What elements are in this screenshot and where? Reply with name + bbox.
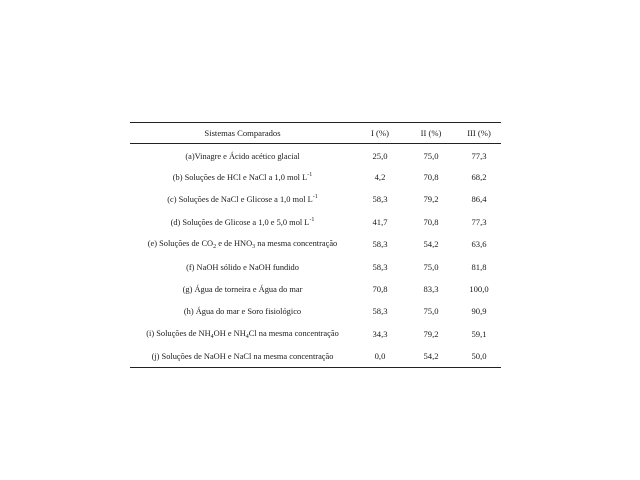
header-ii: II (%) xyxy=(405,123,457,144)
system-description-cell xyxy=(130,323,355,345)
table-row xyxy=(130,211,501,233)
value-iii-cell: 77,3 xyxy=(471,151,487,162)
description-text: (f) NaOH sólido e NaOH fundido xyxy=(186,262,299,272)
system-description-cell xyxy=(130,300,355,322)
superscript-text: -1 xyxy=(312,194,318,201)
header-systems: Sistemas Comparados xyxy=(130,123,355,144)
value-iii-cell: 59,1 xyxy=(471,328,487,339)
description-text: (b) Soluções de HCl e NaCl a 1,0 mol L xyxy=(172,173,308,183)
header-i: I (%) xyxy=(355,123,405,144)
value-ii-cell: 70,8 xyxy=(423,216,439,227)
table-row xyxy=(130,166,501,188)
value-i-cell: 41,7 xyxy=(372,216,388,227)
header-iii: III (%) xyxy=(457,123,501,144)
value-iii-cell: 77,3 xyxy=(471,216,487,227)
table-header-row xyxy=(130,123,501,144)
system-description-cell xyxy=(130,233,355,255)
value-iii-cell: 81,8 xyxy=(471,261,487,272)
system-description-cell xyxy=(130,144,355,166)
table-row xyxy=(130,323,501,345)
subscript-text: 4 xyxy=(210,333,214,340)
subscript-text: 3 xyxy=(252,244,256,251)
value-ii-cell: 75,0 xyxy=(423,151,439,162)
description-text: na mesma concentração xyxy=(255,239,338,249)
table-row xyxy=(130,233,501,255)
value-i-cell: 25,0 xyxy=(372,151,388,162)
system-description-cell xyxy=(130,188,355,210)
value-iii-cell: 68,2 xyxy=(471,172,487,183)
description-text: (c) Soluções de NaCl e Glicose a 1,0 mol L xyxy=(167,195,313,205)
value-iii-cell: 63,6 xyxy=(471,239,487,250)
comparison-table xyxy=(130,122,501,368)
value-ii-cell: 54,2 xyxy=(423,239,439,250)
table-body xyxy=(130,144,501,368)
description-text: Cl na mesma concentração xyxy=(248,328,339,338)
table-row xyxy=(130,300,501,322)
value-i-cell: 58,3 xyxy=(372,306,388,317)
value-i-cell: 58,3 xyxy=(372,194,388,205)
value-i-cell: 34,3 xyxy=(372,328,388,339)
value-iii-cell: 86,4 xyxy=(471,194,487,205)
comparison-table-container xyxy=(130,122,501,368)
system-description-cell xyxy=(130,345,355,367)
value-ii-cell: 75,0 xyxy=(423,261,439,272)
value-ii-cell: 79,2 xyxy=(423,194,439,205)
table-row xyxy=(130,188,501,210)
value-ii-cell: 75,0 xyxy=(423,306,439,317)
superscript-text: -1 xyxy=(309,216,315,223)
value-i-cell: 58,3 xyxy=(372,261,388,272)
value-iii-cell: 50,0 xyxy=(471,350,487,361)
value-ii-cell: 79,2 xyxy=(423,328,439,339)
system-description-cell xyxy=(130,255,355,277)
description-text: (g) Água de torneira e Água do mar xyxy=(182,285,303,295)
superscript-text: -1 xyxy=(307,172,313,179)
subscript-text: 4 xyxy=(245,333,249,340)
table-row xyxy=(130,278,501,300)
value-i-cell: 70,8 xyxy=(372,284,388,295)
table-row xyxy=(130,255,501,277)
description-text: e de HNO xyxy=(216,239,253,249)
description-text: (j) Soluções de NaOH e NaCl na mesma concentração xyxy=(151,351,334,361)
value-iii-cell: 100,0 xyxy=(469,284,489,295)
description-text: OH e NH xyxy=(213,328,246,338)
system-description-cell xyxy=(130,211,355,233)
description-text: (i) Soluções de NH xyxy=(146,328,211,338)
subscript-text: 2 xyxy=(213,244,217,251)
description-text: (d) Soluções de Glicose a 1,0 e 5,0 mol L xyxy=(170,217,310,227)
value-ii-cell: 83,3 xyxy=(423,284,439,295)
description-text: (a)Vinagre e Ácido acético glacial xyxy=(185,152,300,162)
value-i-cell: 0,0 xyxy=(374,350,386,361)
value-ii-cell: 70,8 xyxy=(423,172,439,183)
table-row xyxy=(130,345,501,367)
system-description-cell xyxy=(130,166,355,188)
value-i-cell: 4,2 xyxy=(374,172,386,183)
table-row xyxy=(130,144,501,166)
value-iii-cell: 90,9 xyxy=(471,306,487,317)
system-description-cell xyxy=(130,278,355,300)
description-text: (h) Água do mar e Soro fisiológico xyxy=(183,307,302,317)
value-i-cell: 58,3 xyxy=(372,239,388,250)
description-text: (e) Soluções de CO xyxy=(147,239,214,249)
value-ii-cell: 54,2 xyxy=(423,350,439,361)
